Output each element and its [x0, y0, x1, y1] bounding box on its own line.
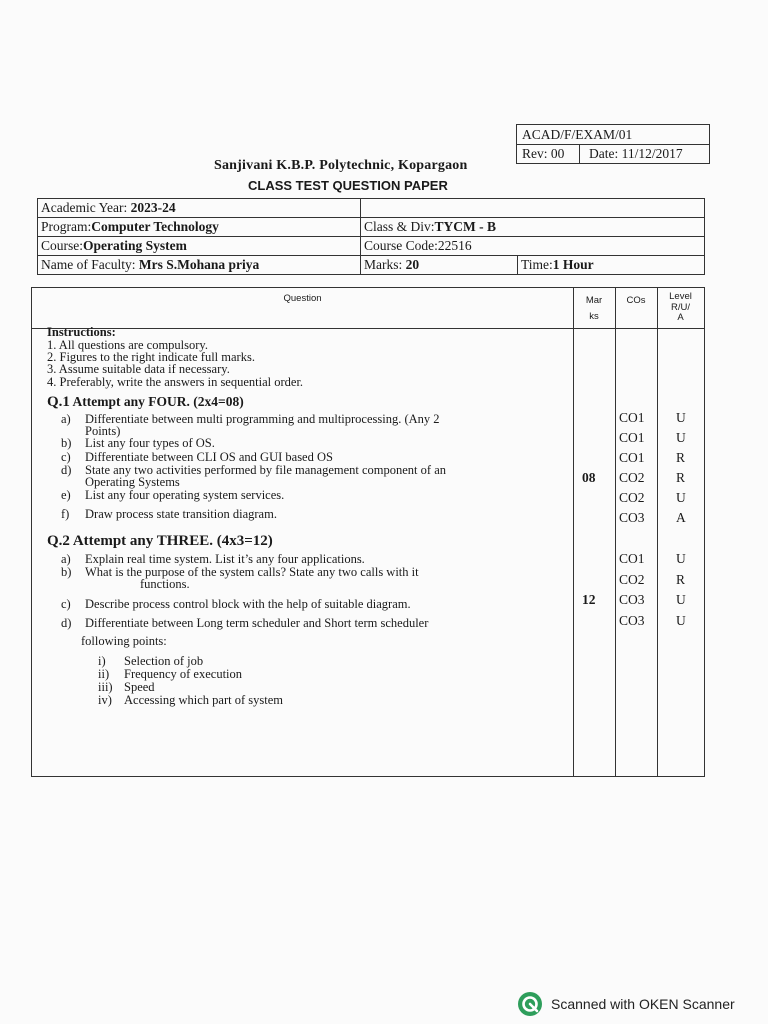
instruction-item: 4. Preferably, write the answers in sequential order.: [47, 375, 304, 389]
q2b-text-cont: functions.: [140, 577, 190, 591]
college-name: Sanjivani K.B.P. Polytechnic, Kopargaon: [214, 158, 468, 173]
marks-header: Mar ks: [585, 295, 603, 322]
sub-point-text: Accessing which part of system: [124, 693, 283, 707]
faculty-cell: Name of Faculty: Mrs S.Mohana priya: [38, 256, 361, 275]
q1c-text: Differentiate between CLI OS and GUI based OS: [85, 450, 333, 464]
sub-point-number: iii): [98, 680, 113, 694]
q1f-level: A: [676, 510, 686, 525]
marks-cell: Marks: 20: [361, 256, 518, 275]
q1d-text-cont: Operating Systems: [85, 475, 180, 489]
time-cell: Time:1 Hour: [518, 256, 705, 275]
q1f-co: CO3: [619, 510, 645, 525]
q1e-co: CO2: [619, 490, 645, 505]
q1d-level: R: [676, 470, 686, 485]
q2a-level: U: [676, 551, 686, 566]
q1e-text: List any four operating system services.: [85, 488, 285, 502]
q1b-number: b): [61, 436, 72, 450]
q2c-text: Describe process control block with the help of suitable diagram.: [85, 597, 411, 611]
sub-point-text: Selection of job: [124, 654, 204, 668]
form-date: Date: 11/12/2017: [589, 146, 683, 161]
instruction-item: 3. Assume suitable data if necessary.: [47, 362, 230, 376]
q1e-level: U: [676, 490, 686, 505]
q2b-number: b): [61, 565, 72, 579]
q1a-text-cont: Points): [85, 424, 121, 438]
question-header: Question: [283, 293, 322, 304]
instructions-title: Instructions:: [47, 325, 116, 339]
q2c-number: c): [61, 597, 71, 611]
form-reference-box: [516, 124, 710, 164]
q1b-co: CO1: [619, 430, 645, 445]
sub-point-text: Speed: [124, 680, 155, 694]
sub-point-number: i): [98, 654, 106, 668]
scanner-watermark: [517, 991, 735, 1017]
q1-marks: 08: [582, 470, 596, 485]
q1d-number: d): [61, 463, 72, 477]
q1-heading: Q.1 Attempt any FOUR. (2x4=08): [47, 394, 244, 410]
q2b-level: R: [676, 572, 686, 587]
form-code: ACAD/F/EXAM/01: [517, 125, 709, 145]
scanner-watermark-text: Scanned with OKEN Scanner: [551, 996, 735, 1012]
q1e-number: e): [61, 488, 71, 502]
q2c-level: U: [676, 592, 686, 607]
instruction-item: 1. All questions are compulsory.: [47, 338, 208, 352]
q1d-text: State any two activities performed by file management component of an: [85, 463, 446, 477]
oken-scanner-logo-icon: [517, 991, 543, 1017]
paper-title: CLASS TEST QUESTION PAPER: [248, 178, 448, 193]
level-header: Level R/U/ A: [669, 291, 692, 323]
q1a-number: a): [61, 412, 71, 426]
q2a-co: CO1: [619, 551, 645, 566]
academic-year-cell: Academic Year: 2023-24: [38, 199, 361, 218]
instruction-item: 2. Figures to the right indicate full marks.: [47, 350, 255, 364]
q2d-co: CO3: [619, 613, 645, 628]
class-div-cell: Class & Div:TYCM - B: [361, 218, 705, 237]
q1c-co: CO1: [619, 450, 645, 465]
course-code-cell: Course Code:22516: [361, 237, 705, 256]
q2d-text-cont: following points:: [81, 634, 167, 648]
program-cell: Program:Computer Technology: [38, 218, 361, 237]
q2a-number: a): [61, 552, 71, 566]
q1f-number: f): [61, 507, 70, 521]
q1a-level: U: [676, 410, 686, 425]
form-revision: Rev: 00: [522, 144, 580, 163]
q1c-number: c): [61, 450, 71, 464]
q1b-level: U: [676, 430, 686, 445]
q2-heading: Q.2 Attempt any THREE. (4x3=12): [47, 533, 273, 549]
q1b-text: List any four types of OS.: [85, 436, 215, 450]
exam-info-table: [37, 198, 705, 275]
q1c-level: R: [676, 450, 686, 465]
q2d-level: U: [676, 613, 686, 628]
q2b-text: What is the purpose of the system calls? State any two calls with it: [85, 565, 419, 579]
q2-marks: 12: [582, 592, 596, 607]
q1a-text: Differentiate between multi programming and multiprocessing. (Any 2: [85, 412, 440, 426]
q1d-co: CO2: [619, 470, 645, 485]
sub-point-number: ii): [98, 667, 110, 681]
sub-point-text: Frequency of execution: [124, 667, 243, 681]
q2d-number: d): [61, 616, 72, 630]
q2b-co: CO2: [619, 572, 645, 587]
q2d-text: Differentiate between Long term scheduler and Short term scheduler: [85, 616, 429, 630]
course-cell: Course:Operating System: [38, 237, 361, 256]
sub-point-number: iv): [98, 693, 112, 707]
cos-header: COs: [626, 295, 646, 306]
q1a-co: CO1: [619, 410, 645, 425]
q2a-text: Explain real time system. List it’s any four applications.: [85, 552, 365, 566]
q1f-text: Draw process state transition diagram.: [85, 507, 277, 521]
q2c-co: CO3: [619, 592, 645, 607]
